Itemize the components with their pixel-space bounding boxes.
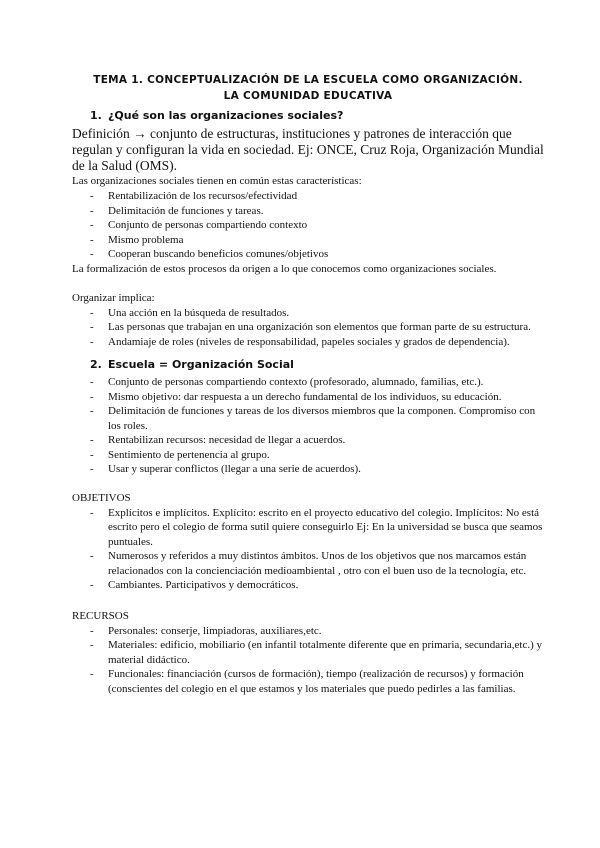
objetivos-heading: OBJETIVOS [72, 491, 131, 504]
section1-heading [90, 108, 544, 124]
document-subtitle: LA COMUNIDAD EDUCATIVA [223, 90, 393, 102]
formalization-paragraph: La formalización de estos procesos da origen a lo que conocemos como organizaciones sociales. [72, 262, 497, 275]
list-item: - Cambiantes. Participativos y democráticos. [72, 578, 544, 593]
section2-heading [90, 357, 544, 373]
section2-heading-text: Escuela = Organización Social [108, 358, 294, 371]
list-item: - Funcionales: financiación (cursos de formación), tiempo (realización de recursos) y formación (conscientes del colegio en el que estamos y los materiales que puedo pedirles a las familias. [72, 667, 544, 696]
list-item: - Andamiaje de roles (niveles de responsabilidad, papeles sociales y grados de dependencia). [72, 335, 544, 350]
list-item: - Delimitación de funciones y tareas. [72, 204, 544, 219]
list-item: - Mismo objetivo: dar respuesta a un derecho fundamental de los individuos, su educación. [72, 390, 544, 405]
list-item: - Explícitos e implícitos. Explícito: escrito en el proyecto educativo del colegio. Implícitos: No está escrito pero el colegio de forma sutil quiere conseguirlo Ej: En la universidad se busca que seamos puntuales. [72, 506, 544, 550]
list-item: - Sentimiento de pertenencia al grupo. [72, 448, 544, 463]
list-item: - Una acción en la búsqueda de resultados. [72, 306, 544, 321]
list-item: - Las personas que trabajan en una organización son elementos que forman parte de su estructura. [72, 320, 544, 335]
section1-number: 1. [90, 109, 102, 122]
list-item: - Personales: conserje, limpiadoras, auxiliares,etc. [72, 624, 544, 639]
section2-number: 2. [90, 358, 102, 371]
recursos-heading: RECURSOS [72, 609, 129, 622]
list-item: - Numerosos y referidos a muy distintos ámbitos. Unos de los objetivos que nos marcamos están relacionados con la concienciación medioambiental , otro con el buen uso de la tecnología, etc. [72, 549, 544, 578]
list-item: - Rentabilización de los recursos/efectividad [72, 189, 544, 204]
list-item: - Conjunto de personas compartiendo contexto (profesorado, alumnado, familias, etc.). [72, 375, 544, 390]
list-item: - Conjunto de personas compartiendo contexto [72, 218, 544, 233]
section2-list [72, 375, 544, 477]
characteristics-list [72, 189, 544, 262]
recursos-list [72, 624, 544, 697]
list-item: - Materiales: edificio, mobiliario (en infantil totalmente diferente que en primaria, secundaria,etc.) y material didáctico. [72, 638, 544, 667]
list-item: - Mismo problema [72, 233, 544, 248]
list-item: - Delimitación de funciones y tareas de los diversos miembros que la componen. Compromiso con los roles. [72, 404, 544, 433]
characteristics-intro: Las organizaciones sociales tienen en común estas características: [72, 175, 362, 187]
document-title: TEMA 1. CONCEPTUALIZACIÓN DE LA ESCUELA COMO ORGANIZACIÓN. [93, 74, 523, 86]
list-item: - Rentabilizan recursos: necesidad de llegar a acuerdos. [72, 433, 544, 448]
organize-intro: Organizar implica: [72, 291, 155, 304]
section1-heading-text: ¿Qué son las organizaciones sociales? [108, 109, 344, 122]
list-item: - Usar y superar conflictos (llegar a una serie de acuerdos). [72, 462, 544, 477]
definition-paragraph: Definición → conjunto de estructuras, instituciones y patrones de interacción que regulan y configuran la vida en sociedad. Ej: ONCE, Cruz Roja, Organización Mundial de la Salud (OMS). [72, 126, 544, 173]
list-item: - Cooperan buscando beneficios comunes/objetivos [72, 247, 544, 262]
objetivos-list [72, 506, 544, 593]
organize-list [72, 306, 544, 350]
